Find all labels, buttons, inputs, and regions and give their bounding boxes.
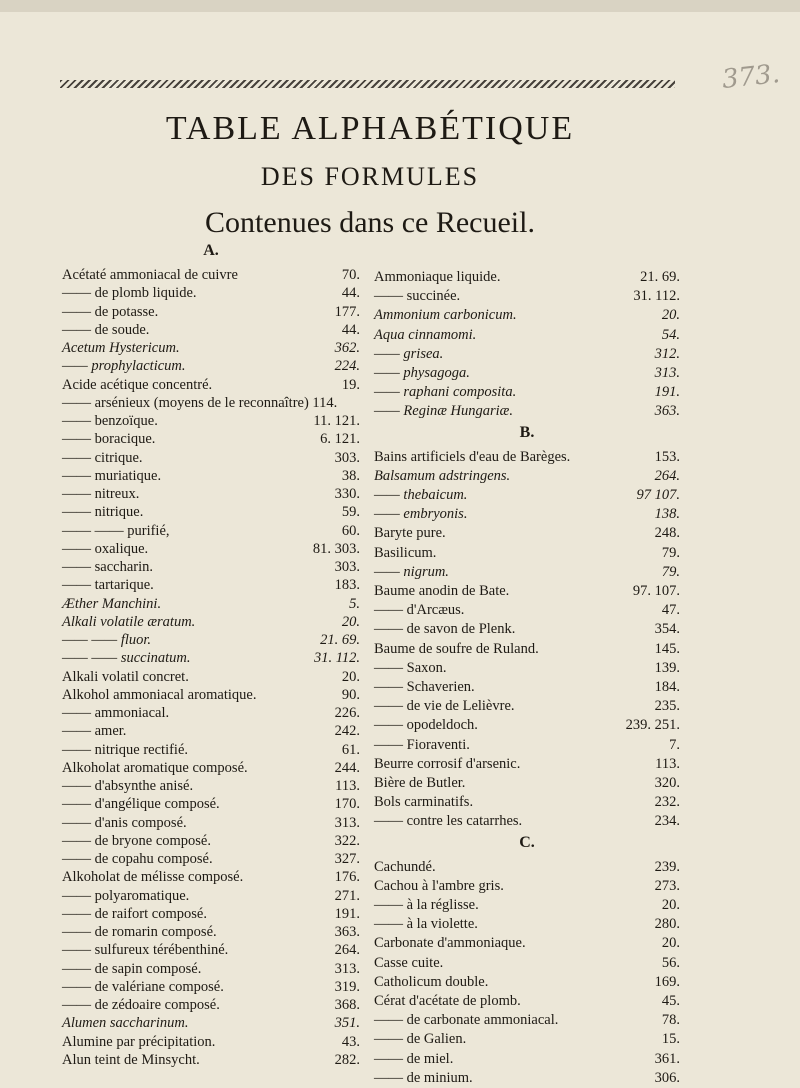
entry-name: —— tartarique. bbox=[62, 577, 154, 594]
section-letter: A. bbox=[203, 242, 219, 259]
entry-name: Beurre corrosif d'arsenic. bbox=[374, 755, 521, 772]
index-entry bbox=[374, 601, 680, 620]
index-entry bbox=[374, 812, 680, 831]
entry-page-ref: 31. 112. bbox=[633, 288, 680, 305]
entry-page-ref: 21. 69. bbox=[320, 632, 360, 648]
entry-name: —— nigrum. bbox=[374, 563, 449, 580]
entry-page-ref: 239. bbox=[654, 858, 680, 875]
index-entry bbox=[374, 383, 680, 402]
entry-page-ref: 176. bbox=[334, 869, 360, 886]
index-entry bbox=[374, 268, 680, 287]
page-subtitle-2: Contenues dans ce Recueil. bbox=[205, 206, 535, 239]
entry-name: —— boracique. bbox=[62, 431, 156, 448]
index-entry bbox=[374, 774, 680, 793]
entry-name: Bière de Butler. bbox=[374, 775, 466, 791]
index-entry bbox=[374, 793, 680, 812]
entry-name: Acide acétique concentré. bbox=[62, 376, 213, 393]
index-entry bbox=[374, 755, 680, 774]
entry-page-ref: 145. bbox=[654, 640, 680, 657]
index-entry bbox=[62, 704, 360, 723]
entry-name: —— à la réglisse. bbox=[374, 897, 479, 913]
entry-name: —— Fioraventi. bbox=[374, 736, 470, 753]
entry-page-ref: 282. bbox=[334, 1051, 360, 1068]
entry-page-ref: 327. bbox=[334, 851, 360, 867]
entry-page-ref: 31. 112. bbox=[313, 650, 360, 667]
entry-name: —— opodeldoch. bbox=[374, 717, 478, 734]
entry-page-ref: 351. bbox=[334, 1015, 360, 1032]
entry-name: —— succinée. bbox=[374, 288, 461, 305]
entry-page-ref: 138. bbox=[654, 506, 680, 523]
entry-page-ref: 191. bbox=[654, 384, 680, 401]
index-entry bbox=[62, 631, 360, 650]
page-subtitle: DES FORMULES bbox=[260, 162, 480, 191]
entry-page-ref: 169. bbox=[654, 973, 680, 990]
index-entry bbox=[374, 563, 680, 582]
entry-name: —— de potasse. bbox=[62, 303, 159, 320]
index-entry bbox=[62, 540, 360, 559]
entry-name: —— citrique. bbox=[62, 449, 143, 466]
entry-name: Ammonium carbonicum. bbox=[374, 307, 517, 324]
entry-page-ref: 56. bbox=[661, 954, 680, 971]
entry-name: —— sulfureux térébenthiné. bbox=[62, 942, 229, 959]
entry-page-ref: 264. bbox=[654, 467, 680, 484]
entry-name: —— Saxon. bbox=[374, 659, 447, 676]
index-entry bbox=[374, 1050, 680, 1069]
index-entry bbox=[62, 741, 360, 760]
entry-name: —— physagoga. bbox=[374, 365, 470, 381]
index-entry bbox=[62, 759, 360, 778]
index-entry bbox=[374, 524, 680, 543]
index-entry bbox=[62, 430, 360, 449]
index-entry bbox=[62, 595, 360, 614]
entry-page-ref: 271. bbox=[334, 887, 360, 904]
entry-name: —— de raifort composé. bbox=[62, 905, 207, 922]
entry-page-ref: 43. bbox=[341, 1033, 360, 1050]
index-entry bbox=[62, 576, 360, 595]
index-entry bbox=[374, 486, 680, 505]
entry-page-ref: 81. 303. bbox=[312, 540, 360, 557]
index-entry bbox=[62, 868, 360, 887]
entry-name: —— prophylacticum. bbox=[62, 358, 186, 375]
index-entry bbox=[374, 326, 680, 345]
index-entry bbox=[62, 376, 360, 395]
index-entry bbox=[374, 659, 680, 678]
decorative-rule bbox=[60, 80, 675, 88]
entry-name: Cachou à l'ambre gris. bbox=[374, 877, 504, 894]
index-entry bbox=[62, 613, 360, 632]
index-entry bbox=[62, 467, 360, 486]
index-entry bbox=[62, 449, 360, 468]
entry-name: Alkali volatil concret. bbox=[62, 668, 189, 685]
entry-page-ref: 354. bbox=[654, 621, 680, 638]
index-entry bbox=[374, 640, 680, 659]
entry-page-ref: 44. bbox=[341, 285, 360, 302]
entry-page-ref: 54. bbox=[661, 326, 680, 343]
entry-name: —— d'anis composé. bbox=[62, 814, 187, 831]
index-entry bbox=[62, 960, 360, 979]
index-entry bbox=[62, 795, 360, 814]
entry-name: Bols carminatifs. bbox=[374, 794, 474, 811]
index-entry bbox=[374, 877, 680, 896]
entry-name: Casse cuite. bbox=[374, 954, 444, 971]
entry-page-ref: 303. bbox=[334, 559, 360, 575]
index-entry bbox=[62, 1033, 360, 1052]
entry-page-ref: 20. bbox=[661, 897, 680, 913]
entry-name: Bains artificiels d'eau de Barèges. bbox=[374, 448, 571, 465]
entry-page-ref: 177. bbox=[334, 303, 360, 320]
index-entry bbox=[374, 934, 680, 953]
entry-page-ref: 306. bbox=[654, 1069, 680, 1086]
entry-page-ref: 320. bbox=[654, 775, 680, 791]
index-entry bbox=[374, 736, 680, 755]
index-entry bbox=[62, 777, 360, 796]
index-entry bbox=[374, 954, 680, 973]
entry-page-ref: 264. bbox=[334, 942, 360, 959]
index-entry bbox=[62, 266, 360, 285]
entry-name: —— nitrique rectifié. bbox=[62, 741, 189, 758]
entry-name: —— de carbonate ammoniacal. bbox=[374, 1012, 559, 1029]
entry-name: —— de bryone composé. bbox=[62, 832, 211, 849]
index-entry bbox=[62, 722, 360, 741]
entry-page-ref: 11. 121. bbox=[313, 413, 360, 429]
index-entry bbox=[62, 905, 360, 924]
index-entry bbox=[62, 284, 360, 303]
entry-page-ref: 79. bbox=[661, 544, 680, 561]
entry-page-ref: 248. bbox=[654, 525, 680, 542]
entry-page-ref: 61. bbox=[341, 741, 360, 758]
entry-page-ref: 191. bbox=[334, 905, 360, 922]
entry-page-ref: 20. bbox=[341, 668, 360, 685]
entry-name: —— nitreux. bbox=[62, 486, 140, 502]
entry-name: Alkohol ammoniacal aromatique. bbox=[62, 686, 257, 703]
entry-name: —— de plomb liquide. bbox=[62, 285, 197, 302]
entry-page-ref: 38. bbox=[341, 467, 360, 484]
page-number: 373. bbox=[720, 59, 782, 95]
index-entry bbox=[374, 544, 680, 563]
index-entry bbox=[374, 364, 680, 383]
entry-page-ref: 19. bbox=[341, 376, 360, 393]
index-entry bbox=[374, 505, 680, 524]
entry-name: —— contre les catarrhes. bbox=[374, 813, 523, 830]
entry-name: —— de minium. bbox=[374, 1069, 473, 1086]
entry-page-ref: 313. bbox=[654, 365, 680, 381]
entry-name: Alkoholat aromatique composé. bbox=[62, 759, 248, 776]
entry-name: Catholicum double. bbox=[374, 973, 489, 990]
entry-name: Ammoniaque liquide. bbox=[374, 269, 501, 285]
index-entry bbox=[62, 412, 360, 431]
entry-name: —— thebaicum. bbox=[374, 487, 468, 503]
index-entry bbox=[62, 558, 360, 577]
entry-page-ref: 59. bbox=[341, 504, 360, 521]
index-entry bbox=[374, 620, 680, 639]
entry-name: —— d'Arcæus. bbox=[374, 602, 465, 619]
entry-page-ref: 20. bbox=[341, 613, 360, 630]
entry-name: —— de miel. bbox=[374, 1050, 454, 1067]
entry-page-ref: 312. bbox=[654, 345, 680, 362]
index-entry bbox=[62, 814, 360, 833]
entry-page-ref: 5. bbox=[349, 595, 360, 612]
entry-page-ref: 242. bbox=[334, 723, 360, 740]
index-entry bbox=[62, 923, 360, 942]
entry-page-ref: 322. bbox=[334, 832, 360, 849]
entry-page-ref: 20. bbox=[661, 307, 680, 324]
entry-name: Alun teint de Minsycht. bbox=[62, 1051, 200, 1068]
entry-page-ref: 20. bbox=[661, 935, 680, 952]
entry-name: Alkali volatile æratum. bbox=[62, 613, 196, 630]
entry-name: —— muriatique. bbox=[62, 467, 162, 484]
entry-name: —— amer. bbox=[62, 723, 127, 740]
entry-name: Æther Manchini. bbox=[62, 595, 162, 612]
entry-name: —— polyaromatique. bbox=[62, 887, 190, 904]
entry-page-ref: 232. bbox=[654, 794, 680, 811]
index-entry bbox=[62, 686, 360, 705]
entry-name: —— —— succinatum. bbox=[62, 650, 191, 667]
index-entry bbox=[374, 697, 680, 716]
entry-name: Cachundé. bbox=[374, 858, 436, 875]
entry-name: Carbonate d'ammoniaque. bbox=[374, 935, 526, 952]
entry-page-ref: 44. bbox=[341, 321, 360, 338]
page-title: TABLE ALPHABÉTIQUE bbox=[165, 110, 575, 147]
index-entry bbox=[374, 1069, 680, 1088]
entry-name: —— de Galien. bbox=[374, 1031, 467, 1048]
entry-page-ref: 280. bbox=[654, 916, 680, 933]
entry-name: Alumen saccharinum. bbox=[62, 1015, 189, 1032]
index-entry bbox=[374, 973, 680, 992]
entry-name: —— —— fluor. bbox=[62, 632, 152, 648]
entry-name: Baume de soufre de Ruland. bbox=[374, 640, 539, 657]
index-entry bbox=[62, 485, 360, 504]
entry-name: Alkoholat de mélisse composé. bbox=[62, 869, 244, 886]
entry-name: —— de savon de Plenk. bbox=[374, 621, 516, 638]
entry-page-ref: 139. bbox=[654, 659, 680, 676]
entry-page-ref: 319. bbox=[334, 978, 360, 995]
entry-name: —— de sapin composé. bbox=[62, 960, 202, 977]
entry-name: —— nitrique. bbox=[62, 504, 144, 521]
entry-name: —— de romarin composé. bbox=[62, 924, 217, 940]
entry-page-ref: 7. bbox=[669, 736, 680, 753]
entry-page-ref: 234. bbox=[654, 813, 680, 830]
entry-name: Alumine par précipitation. bbox=[62, 1033, 216, 1050]
entry-name: Basilicum. bbox=[374, 544, 437, 561]
index-entry bbox=[62, 522, 360, 541]
entry-name: Baume anodin de Bate. bbox=[374, 583, 510, 599]
index-entry bbox=[374, 287, 680, 306]
entry-name: —— d'absynthe anisé. bbox=[62, 778, 194, 794]
index-entry bbox=[62, 1051, 360, 1070]
entry-name: Acétaté ammoniacal de cuivre bbox=[62, 267, 238, 283]
entry-page-ref: 224. bbox=[334, 358, 360, 375]
index-entry bbox=[374, 582, 680, 601]
entry-page-ref: 363. bbox=[334, 924, 360, 940]
index-entry bbox=[62, 649, 360, 668]
entry-page-ref: 363. bbox=[654, 403, 680, 420]
entry-name: —— ammoniacal. bbox=[62, 705, 170, 721]
entry-page-ref: 361. bbox=[654, 1050, 680, 1067]
index-entry bbox=[62, 339, 360, 358]
index-entry bbox=[62, 303, 360, 322]
entry-page-ref: 90. bbox=[341, 686, 360, 703]
entry-page-ref: 113. bbox=[335, 778, 360, 794]
entry-page-ref: 153. bbox=[654, 448, 680, 465]
entry-page-ref: 244. bbox=[334, 759, 360, 776]
index-entry bbox=[374, 716, 680, 735]
index-entry bbox=[374, 402, 680, 421]
entry-name: —— de vie de Lelièvre. bbox=[374, 698, 515, 715]
entry-page-ref: 368. bbox=[334, 997, 360, 1013]
entry-name: —— arsénieux (moyens de le reconnaître) 114. bbox=[62, 394, 338, 411]
index-entry bbox=[62, 941, 360, 960]
index-entry bbox=[62, 394, 360, 413]
entry-page-ref: 313. bbox=[334, 814, 360, 831]
entry-name: —— à la violette. bbox=[374, 916, 478, 933]
entry-page-ref: 235. bbox=[654, 698, 680, 715]
entry-name: —— de zédoaire composé. bbox=[62, 997, 220, 1013]
index-entry bbox=[374, 992, 680, 1011]
section-letter: C. bbox=[519, 833, 535, 851]
entry-name: Balsamum adstringens. bbox=[374, 467, 511, 484]
entry-page-ref: 303. bbox=[334, 449, 360, 466]
index-entry bbox=[62, 887, 360, 906]
index-entry bbox=[374, 1011, 680, 1030]
index-entry bbox=[62, 978, 360, 997]
index-entry bbox=[62, 1014, 360, 1033]
entry-page-ref: 239. 251. bbox=[625, 717, 680, 734]
entry-page-ref: 313. bbox=[334, 960, 360, 977]
entry-name: Acetum Hystericum. bbox=[62, 340, 180, 356]
index-entry bbox=[374, 448, 680, 467]
entry-name: —— Schaverien. bbox=[374, 679, 475, 695]
index-entry bbox=[62, 832, 360, 851]
entry-name: —— Reginæ Hungariæ. bbox=[374, 403, 513, 420]
entry-page-ref: 97. 107. bbox=[632, 583, 680, 599]
entry-page-ref: 60. bbox=[341, 522, 360, 539]
page-edge bbox=[0, 0, 800, 12]
entry-name: —— d'angélique composé. bbox=[62, 796, 220, 813]
entry-name: —— saccharin. bbox=[62, 559, 153, 575]
index-entry bbox=[374, 345, 680, 364]
entry-name: Cérat d'acétate de plomb. bbox=[374, 993, 521, 1009]
index-entry bbox=[62, 668, 360, 687]
entry-page-ref: 70. bbox=[341, 267, 360, 283]
entry-name: —— oxalique. bbox=[62, 540, 149, 557]
entry-page-ref: 15. bbox=[661, 1031, 680, 1048]
entry-page-ref: 273. bbox=[654, 877, 680, 894]
entry-page-ref: 6. 121. bbox=[320, 431, 360, 448]
entry-page-ref: 184. bbox=[654, 679, 680, 695]
index-entry bbox=[62, 503, 360, 522]
index-entry bbox=[62, 321, 360, 340]
entry-page-ref: 21. 69. bbox=[640, 269, 680, 285]
entry-page-ref: 170. bbox=[334, 796, 360, 813]
entry-name: —— —— purifié, bbox=[62, 522, 170, 539]
entry-name: —— raphani composita. bbox=[374, 384, 517, 401]
entry-name: —— de soude. bbox=[62, 321, 150, 338]
index-entry bbox=[62, 357, 360, 376]
index-entry bbox=[374, 467, 680, 486]
entry-name: —— de copahu composé. bbox=[62, 851, 213, 867]
index-entry bbox=[62, 850, 360, 869]
entry-page-ref: 226. bbox=[334, 705, 360, 721]
entry-page-ref: 47. bbox=[661, 602, 680, 619]
entry-name: —— benzoïque. bbox=[62, 413, 158, 429]
entry-name: —— embryonis. bbox=[374, 506, 468, 523]
entry-page-ref: 183. bbox=[334, 577, 360, 594]
index-entry bbox=[374, 858, 680, 877]
entry-page-ref: 45. bbox=[661, 993, 680, 1009]
index-entry bbox=[374, 915, 680, 934]
entry-page-ref: 97 107. bbox=[636, 487, 680, 503]
entry-page-ref: 78. bbox=[661, 1012, 680, 1029]
index-entry bbox=[62, 996, 360, 1015]
index-entry bbox=[374, 678, 680, 697]
index-entry bbox=[374, 896, 680, 915]
entry-page-ref: 79. bbox=[661, 563, 680, 580]
entry-name: Baryte pure. bbox=[374, 525, 446, 542]
index-entry bbox=[374, 1030, 680, 1049]
entry-name: —— de valériane composé. bbox=[62, 978, 224, 995]
entry-name: Aqua cinnamomi. bbox=[374, 326, 477, 343]
entry-page-ref: 330. bbox=[334, 486, 360, 502]
entry-page-ref: 362. bbox=[334, 340, 360, 356]
index-entry bbox=[374, 306, 680, 325]
entry-page-ref: 113. bbox=[655, 755, 680, 772]
section-letter: B. bbox=[519, 423, 535, 441]
entry-name: —— grisea. bbox=[374, 345, 444, 362]
